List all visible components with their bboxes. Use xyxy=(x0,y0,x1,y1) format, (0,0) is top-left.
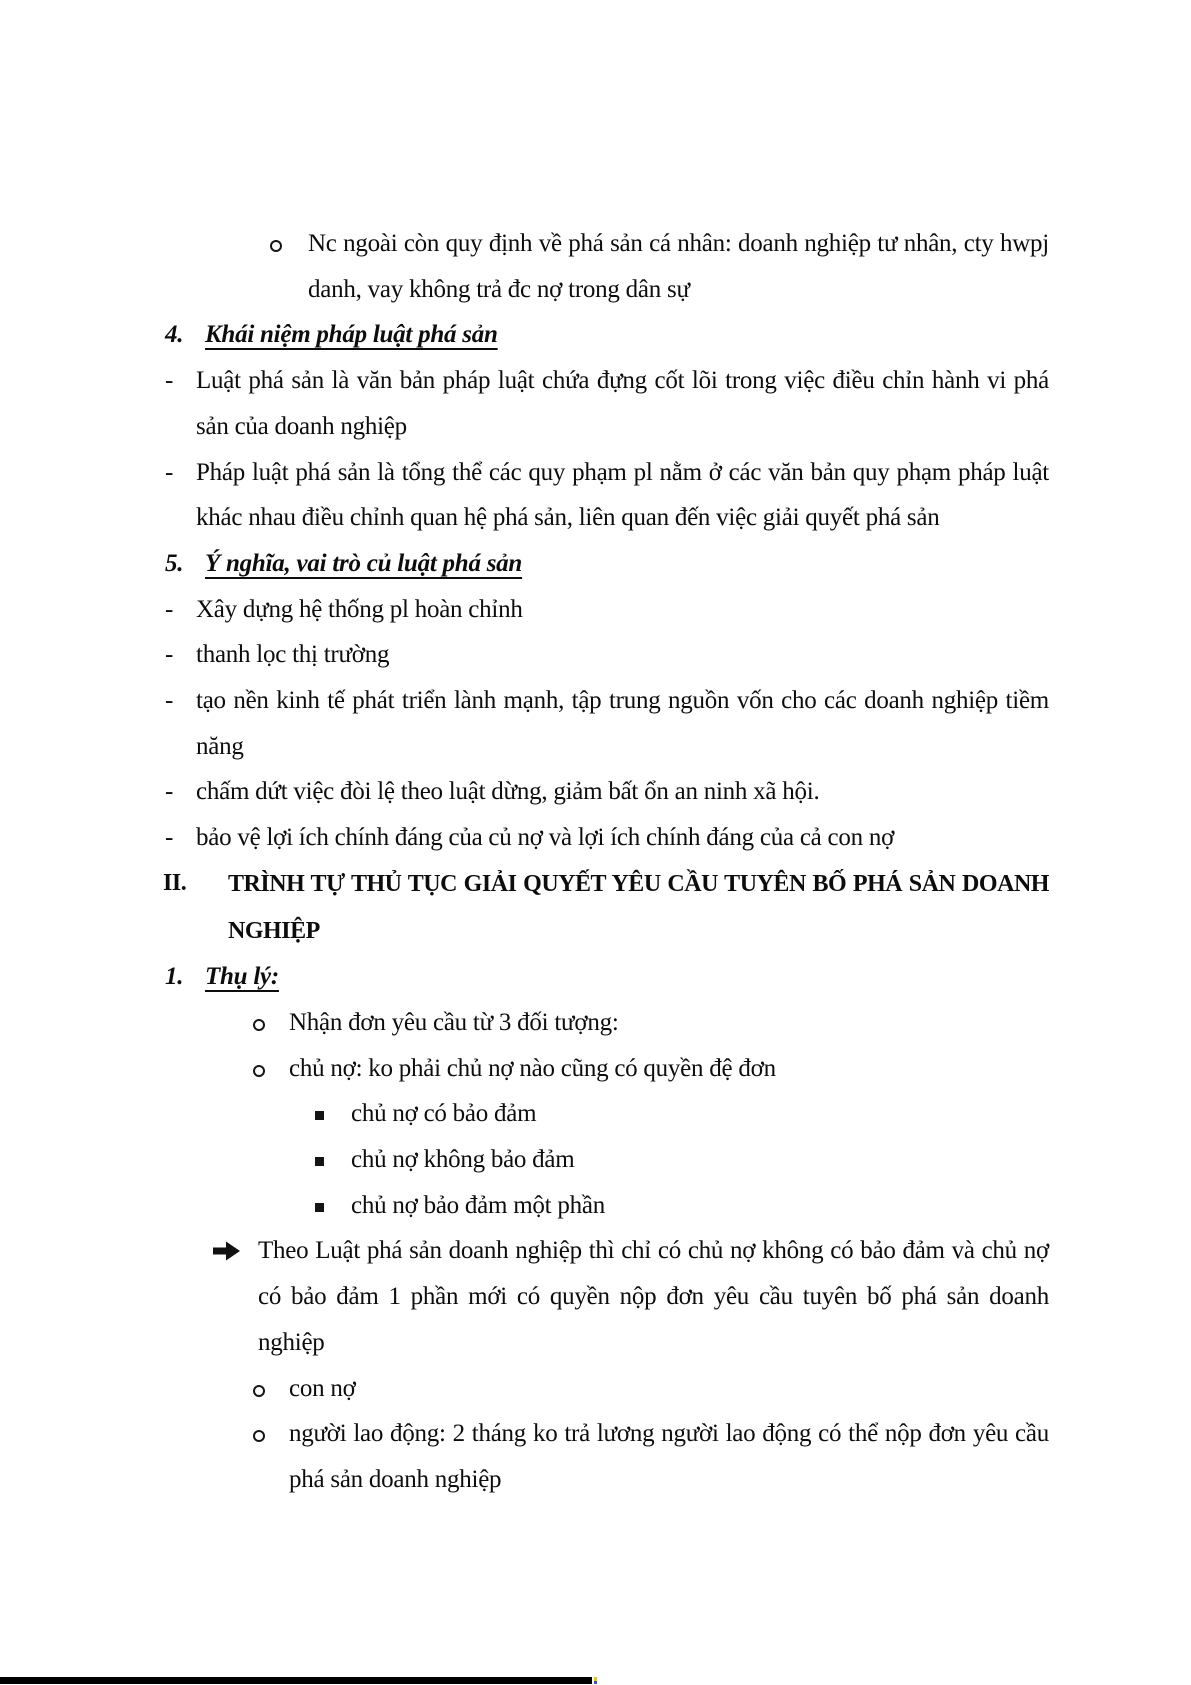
section-heading-5 xyxy=(163,541,1049,587)
conclusion-text: Theo Luật phá sản doanh nghiệp thì chỉ có chủ nợ không có bảo đảm và chủ nợ có bảo đảm 1 phần mới có quyền nộp đơn yêu cầu tuyên bố phá sản doanh nghiệp xyxy=(258,1237,1049,1356)
list-item xyxy=(163,769,1049,815)
list-item-text: Nc ngoài còn quy định về phá sản cá nhân: doanh nghiệp tư nhân, cty hwpj danh, vay không trả đc nợ trong dân sự xyxy=(308,230,1049,303)
list-item xyxy=(163,1366,1049,1412)
heading-number: 5. xyxy=(165,549,184,577)
list-item xyxy=(163,1411,1049,1502)
list-item xyxy=(163,1000,1049,1046)
heading-number: 1. xyxy=(165,963,184,991)
list-item-text: người lao động: 2 tháng ko trả lương người lao động có thể nộp đơn yêu cầu phá sản doanh nghiệp xyxy=(289,1420,1049,1493)
list-item-text: tạo nền kinh tế phát triển lành mạnh, tập trung nguồn vốn cho các doanh nghiệp tiềm năng xyxy=(196,687,1049,760)
heading-text: Thụ lý: xyxy=(205,963,279,991)
list-item xyxy=(163,450,1049,541)
square-bullet-icon xyxy=(315,1183,324,1212)
list-item xyxy=(163,587,1049,633)
list-item xyxy=(163,1091,1049,1137)
conclusion-item xyxy=(163,1228,1049,1365)
heading-number: II. xyxy=(163,869,187,896)
section-heading-4 xyxy=(163,312,1049,358)
list-item xyxy=(163,815,1049,861)
list-item-text: chủ nợ có bảo đảm xyxy=(351,1100,537,1128)
dash-bullet-icon: - xyxy=(165,367,174,395)
next-page-edge-bar xyxy=(0,1677,592,1684)
list-item-text: chủ nợ: ko phải chủ nợ nào cũng có quyền đệ đơn xyxy=(289,1054,776,1082)
circle-bullet-icon xyxy=(253,1046,265,1077)
heading-number: 4. xyxy=(165,321,184,349)
arrow-right-icon xyxy=(213,1228,242,1262)
heading-text: Khái niệm pháp luật phá sản xyxy=(205,321,498,349)
list-item-text: Pháp luật phá sản là tổng thể các quy phạm pl nằm ở các văn bản quy phạm pháp luật khác nhau điều chỉnh quan hệ phá sản, liên quan đến việc giải quyết phá sản xyxy=(196,458,1049,532)
list-item-text: Luật phá sản là văn bản pháp luật chứa đựng cốt lõi trong việc điều chỉn hành vi phá sản của doanh nghiệp xyxy=(196,367,1049,440)
cursor-speck xyxy=(594,1677,597,1684)
list-item-text: thanh lọc thị trường xyxy=(196,641,390,669)
circle-bullet-icon xyxy=(253,1411,265,1442)
circle-bullet-icon xyxy=(253,1000,265,1031)
square-bullet-icon xyxy=(315,1137,324,1166)
list-item-text: chủ nợ bảo đảm một phần xyxy=(351,1191,605,1219)
heading-text: Ý nghĩa, vai trò củ luật phá sản xyxy=(205,549,523,577)
list-item xyxy=(163,221,1049,312)
list-item-text: chủ nợ không bảo đảm xyxy=(351,1146,575,1174)
list-item xyxy=(163,678,1049,769)
dash-bullet-icon: - xyxy=(165,641,174,669)
list-item xyxy=(163,1137,1049,1183)
dash-bullet-icon: - xyxy=(165,458,174,486)
square-bullet-icon xyxy=(315,1091,324,1120)
list-item xyxy=(163,358,1049,449)
circle-bullet-icon xyxy=(270,221,282,252)
dash-bullet-icon: - xyxy=(165,778,174,806)
section-heading-II xyxy=(163,861,1049,954)
document-body xyxy=(163,221,1049,1503)
list-item xyxy=(163,1046,1049,1092)
circle-bullet-icon xyxy=(253,1366,265,1397)
list-item-text: Nhận đơn yêu cầu từ 3 đối tượng: xyxy=(289,1008,619,1036)
dash-bullet-icon: - xyxy=(165,687,174,715)
list-item-text: bảo vệ lợi ích chính đáng của củ nợ và lợi ích chính đáng của cả con nợ xyxy=(196,824,895,852)
list-item xyxy=(163,632,1049,678)
heading-text: TRÌNH TỰ THỦ TỤC GIẢI QUYẾT YÊU CẦU TUYÊN BỐ PHÁ SẢN DOANH NGHIỆP xyxy=(228,870,1049,944)
dash-bullet-icon: - xyxy=(165,595,174,623)
list-item xyxy=(163,1183,1049,1229)
section-heading-1 xyxy=(163,954,1049,1000)
list-item-text: chấm dứt việc đòi lệ theo luật dừng, giảm bất ổn an ninh xã hội. xyxy=(196,778,820,806)
list-item-text: Xây dựng hệ thống pl hoàn chỉnh xyxy=(196,595,523,623)
dash-bullet-icon: - xyxy=(165,824,174,852)
list-item-text: con nợ xyxy=(289,1374,356,1402)
